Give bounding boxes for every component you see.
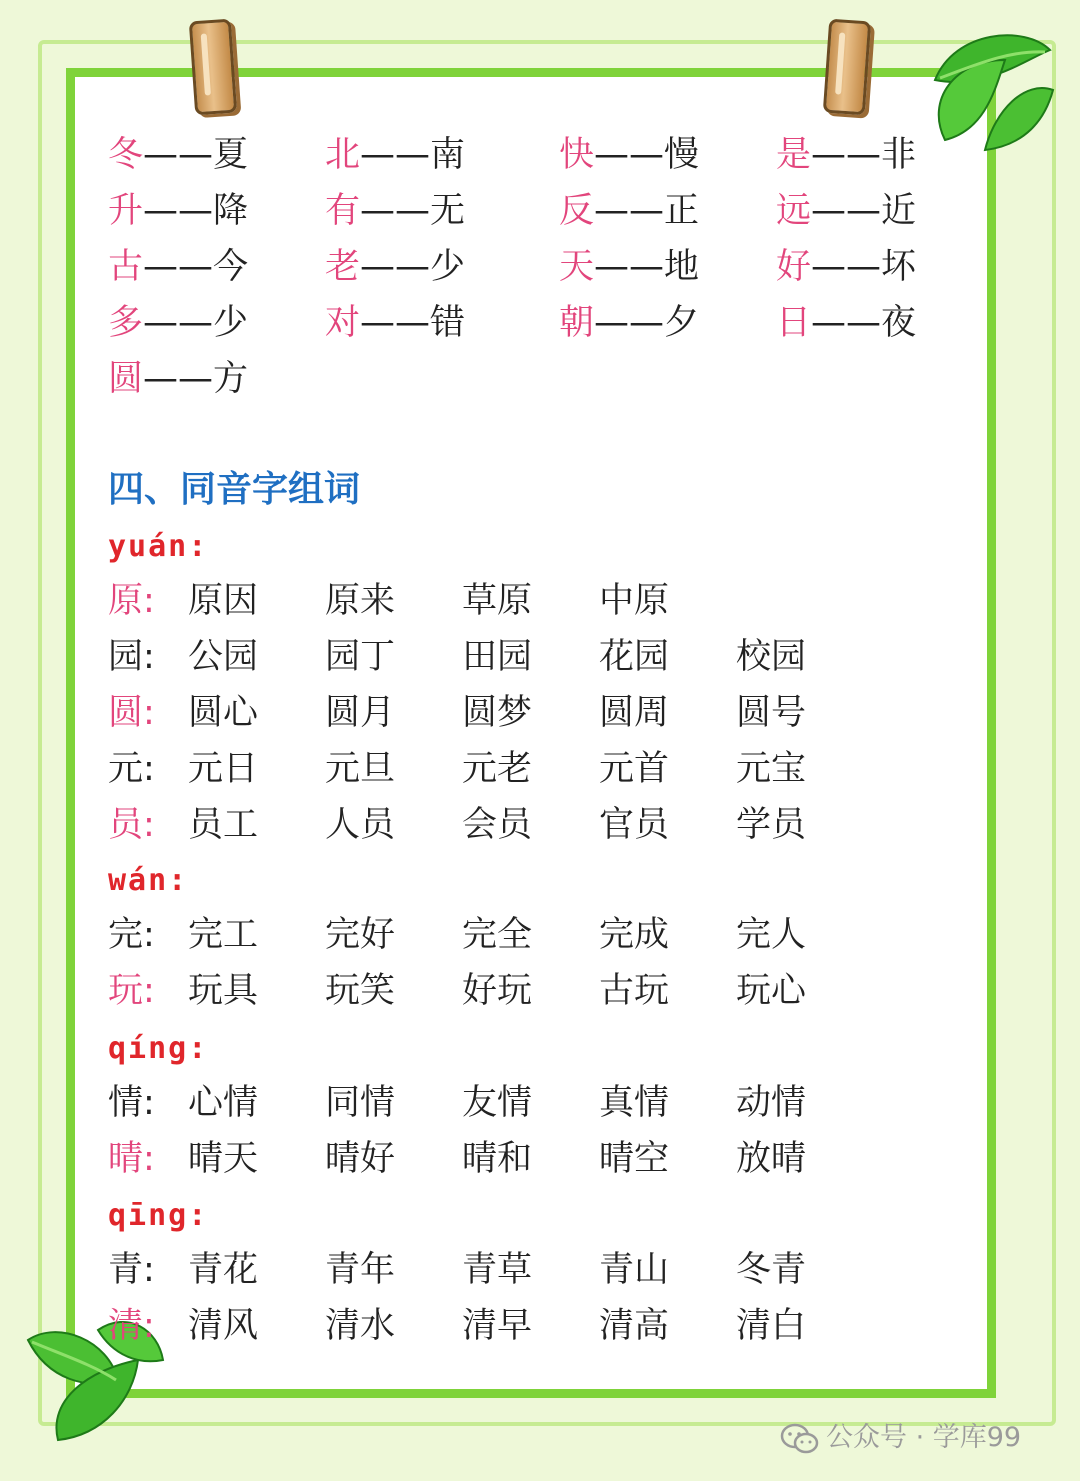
homophone-row	[108, 629, 968, 685]
homophone-char-text: 元	[108, 749, 144, 789]
antonym-pair	[325, 183, 465, 239]
antonym-opposite: 方	[213, 359, 249, 399]
colon: :	[143, 637, 155, 677]
colon: :	[143, 1306, 155, 1346]
compound-word: 冬青	[736, 1250, 807, 1290]
antonym-opposite: 非	[881, 135, 917, 175]
antonym-opposite: 坏	[881, 247, 917, 287]
homophone-char-text: 完	[108, 915, 144, 955]
colon: :	[143, 971, 155, 1011]
antonym-pair	[776, 295, 916, 351]
dash: ——	[143, 359, 214, 399]
clothespin-left-icon	[189, 19, 237, 116]
compound-word: 圆心	[188, 693, 259, 733]
homophone-char	[108, 1242, 155, 1298]
homophone-row	[108, 1131, 968, 1187]
homophone-char	[108, 685, 155, 741]
antonym-opposite: 夜	[881, 303, 917, 343]
dash: ——	[143, 135, 214, 175]
antonym-pair	[559, 239, 699, 295]
antonym-word: 古	[108, 247, 144, 287]
colon: :	[143, 581, 155, 621]
colon: :	[143, 805, 155, 845]
antonym-pair	[108, 295, 248, 351]
antonym-word: 天	[559, 247, 595, 287]
homophone-row	[108, 907, 968, 963]
colon: :	[143, 749, 155, 789]
pinyin-label: qīng:	[108, 1198, 209, 1233]
homophone-char-text: 青	[108, 1250, 144, 1290]
antonym-opposite: 少	[213, 303, 249, 343]
homophone-char-text: 原	[108, 581, 144, 621]
colon: :	[143, 1139, 155, 1179]
homophone-char	[108, 963, 155, 1019]
antonym-word: 朝	[559, 303, 595, 343]
compound-word: 花园	[599, 637, 670, 677]
homophone-char	[108, 907, 155, 963]
antonym-word: 冬	[108, 135, 144, 175]
compound-word: 清早	[462, 1306, 533, 1346]
homophone-char	[108, 797, 155, 853]
compound-word: 动情	[736, 1083, 807, 1123]
compound-word: 心情	[188, 1083, 259, 1123]
section-title: 四、同音字组词	[108, 469, 361, 510]
antonym-opposite: 今	[213, 247, 249, 287]
pinyin-label: qíng:	[108, 1031, 209, 1066]
compound-word: 青花	[188, 1250, 259, 1290]
dash: ——	[143, 303, 214, 343]
antonym-pair	[108, 351, 248, 407]
dash: ——	[143, 247, 214, 287]
compound-word: 元日	[188, 749, 259, 789]
compound-word: 圆周	[599, 693, 670, 733]
antonym-row	[108, 183, 968, 239]
homophone-row	[108, 741, 968, 797]
dash: ——	[360, 191, 431, 231]
dash: ——	[811, 303, 882, 343]
homophone-char-text: 员	[108, 805, 144, 845]
compound-word: 学员	[736, 805, 807, 845]
compound-word: 原来	[325, 581, 396, 621]
compound-word: 友情	[462, 1083, 533, 1123]
compound-word: 清水	[325, 1306, 396, 1346]
antonym-word: 老	[325, 247, 361, 287]
antonym-pair	[559, 295, 699, 351]
homophone-row	[108, 1298, 968, 1354]
watermark	[780, 1418, 1021, 1458]
dash: ——	[360, 247, 431, 287]
homophone-char-text: 清	[108, 1306, 144, 1346]
antonym-pair	[559, 127, 699, 183]
compound-word: 晴空	[599, 1139, 670, 1179]
antonym-word: 快	[559, 135, 595, 175]
compound-word: 玩具	[188, 971, 259, 1011]
compound-word: 完人	[736, 915, 807, 955]
compound-word: 圆月	[325, 693, 396, 733]
compound-word: 元旦	[325, 749, 396, 789]
compound-word: 古玩	[599, 971, 670, 1011]
homophone-row	[108, 1242, 968, 1298]
compound-word: 草原	[462, 581, 533, 621]
compound-word: 晴天	[188, 1139, 259, 1179]
dash: ——	[594, 303, 665, 343]
compound-word: 完工	[188, 915, 259, 955]
homophone-char	[108, 1298, 155, 1354]
antonym-pair	[776, 183, 916, 239]
compound-word: 元老	[462, 749, 533, 789]
antonym-opposite: 降	[213, 191, 249, 231]
compound-word: 清高	[599, 1306, 670, 1346]
homophone-char-text: 圆	[108, 693, 144, 733]
antonym-word: 日	[776, 303, 812, 343]
compound-word: 真情	[599, 1083, 670, 1123]
compound-word: 玩笑	[325, 971, 396, 1011]
homophone-char-text: 情	[108, 1083, 144, 1123]
dash: ——	[360, 303, 431, 343]
compound-word: 玩心	[736, 971, 807, 1011]
dash: ——	[811, 135, 882, 175]
homophone-char	[108, 573, 155, 629]
dash: ——	[360, 135, 431, 175]
antonym-opposite: 夏	[213, 135, 249, 175]
compound-word: 会员	[462, 805, 533, 845]
antonym-pair	[108, 183, 248, 239]
pinyin-label: wán:	[108, 863, 189, 898]
compound-word: 园丁	[325, 637, 396, 677]
homophone-row	[108, 573, 968, 629]
compound-word: 官员	[599, 805, 670, 845]
dash: ——	[811, 191, 882, 231]
colon: :	[143, 915, 155, 955]
homophone-char	[108, 629, 155, 685]
homophone-row	[108, 1075, 968, 1131]
antonym-opposite: 错	[430, 303, 466, 343]
homophone-char-text: 玩	[108, 971, 144, 1011]
antonym-word: 北	[325, 135, 361, 175]
antonym-pair	[776, 127, 916, 183]
homophone-char	[108, 1131, 155, 1187]
compound-word: 元首	[599, 749, 670, 789]
compound-word: 放晴	[736, 1139, 807, 1179]
antonym-opposite: 近	[881, 191, 917, 231]
antonym-pair	[325, 239, 465, 295]
antonym-row	[108, 127, 968, 183]
homophone-row	[108, 685, 968, 741]
antonym-row	[108, 351, 968, 407]
compound-word: 青山	[599, 1250, 670, 1290]
compound-word: 圆梦	[462, 693, 533, 733]
dash: ——	[594, 191, 665, 231]
compound-word: 晴和	[462, 1139, 533, 1179]
antonym-word: 好	[776, 247, 812, 287]
compound-word: 好玩	[462, 971, 533, 1011]
antonym-pair	[108, 127, 248, 183]
antonym-pair	[325, 295, 465, 351]
antonym-opposite: 正	[664, 191, 700, 231]
antonym-word: 远	[776, 191, 812, 231]
antonym-pair	[776, 239, 916, 295]
compound-word: 完全	[462, 915, 533, 955]
antonym-opposite: 南	[430, 135, 466, 175]
clothespin-right-icon	[823, 19, 871, 116]
antonym-word: 对	[325, 303, 361, 343]
antonym-word: 反	[559, 191, 595, 231]
colon: :	[143, 1083, 155, 1123]
homophone-char-text: 园	[108, 637, 144, 677]
compound-word: 原因	[188, 581, 259, 621]
compound-word: 青年	[325, 1250, 396, 1290]
compound-word: 员工	[188, 805, 259, 845]
antonym-word: 多	[108, 303, 144, 343]
dash: ——	[143, 191, 214, 231]
compound-word: 完好	[325, 915, 396, 955]
antonym-word: 有	[325, 191, 361, 231]
compound-word: 圆号	[736, 693, 807, 733]
homophone-char	[108, 1075, 155, 1131]
antonym-row	[108, 295, 968, 351]
watermark-text: 公众号 · 学库99	[826, 1422, 1022, 1453]
compound-word: 清白	[736, 1306, 807, 1346]
antonym-opposite: 无	[430, 191, 466, 231]
compound-word: 人员	[325, 805, 396, 845]
homophone-row	[108, 797, 968, 853]
compound-word: 青草	[462, 1250, 533, 1290]
antonym-opposite: 夕	[664, 303, 700, 343]
homophone-char	[108, 741, 155, 797]
compound-word: 中原	[599, 581, 670, 621]
compound-word: 晴好	[325, 1139, 396, 1179]
antonym-word: 是	[776, 135, 812, 175]
antonym-opposite: 地	[664, 247, 700, 287]
antonym-pair	[325, 127, 465, 183]
dash: ——	[811, 247, 882, 287]
dash: ——	[594, 135, 665, 175]
antonym-word: 升	[108, 191, 144, 231]
antonym-pair	[559, 183, 699, 239]
compound-word: 完成	[599, 915, 670, 955]
dash: ——	[594, 247, 665, 287]
compound-word: 元宝	[736, 749, 807, 789]
wechat-icon	[780, 1423, 820, 1455]
compound-word: 田园	[462, 637, 533, 677]
homophone-row	[108, 963, 968, 1019]
antonym-opposite: 少	[430, 247, 466, 287]
colon: :	[143, 693, 155, 733]
compound-word: 清风	[188, 1306, 259, 1346]
compound-word: 公园	[188, 637, 259, 677]
antonym-row	[108, 239, 968, 295]
antonym-opposite: 慢	[664, 135, 700, 175]
compound-word: 同情	[325, 1083, 396, 1123]
colon: :	[143, 1250, 155, 1290]
compound-word: 校园	[736, 637, 807, 677]
antonym-pair	[108, 239, 248, 295]
pinyin-label: yuán:	[108, 529, 209, 564]
homophone-char-text: 晴	[108, 1139, 144, 1179]
antonym-word: 圆	[108, 359, 144, 399]
